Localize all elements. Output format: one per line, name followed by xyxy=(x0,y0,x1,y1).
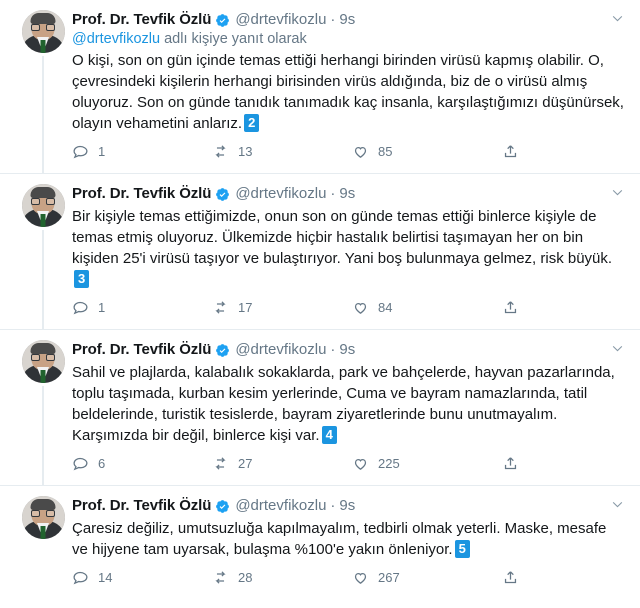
share-button[interactable] xyxy=(502,569,519,586)
thread-number-badge: 3 xyxy=(74,270,89,288)
avatar[interactable] xyxy=(22,496,65,539)
chevron-down-icon[interactable] xyxy=(611,342,626,358)
chevron-down-icon[interactable] xyxy=(611,12,626,28)
reply-icon xyxy=(72,569,89,586)
tweet-actions xyxy=(72,143,626,171)
verified-badge-icon xyxy=(215,187,230,202)
share-button[interactable] xyxy=(502,299,519,316)
author-name[interactable]: Prof. Dr. Tevfik Özlü xyxy=(72,185,212,202)
like-button[interactable] xyxy=(352,569,502,586)
thread-number-badge: 5 xyxy=(455,540,470,558)
tweet-header xyxy=(72,340,626,359)
avatar[interactable] xyxy=(22,184,65,227)
tweet-body xyxy=(72,340,626,485)
timestamp[interactable]: 9s xyxy=(339,185,356,202)
retweet-icon xyxy=(212,455,229,472)
tweet-left-column xyxy=(14,340,72,485)
share-icon xyxy=(502,455,519,472)
share-icon xyxy=(502,299,519,316)
tweet-actions xyxy=(72,455,626,483)
reply-button[interactable] xyxy=(72,569,212,586)
retweet-button[interactable] xyxy=(212,299,352,316)
author-handle[interactable]: @drtevfikozlu xyxy=(235,185,327,202)
tweet-text-content: Bir kişiyle temas ettiğimizde, onun son on günde temas ettiği binlerce kişiyle de temas etmiş oluyoruz. Ülkemizde hiçbir hastalık belirtisi taşımayan her on bin kişiden 25'i virüsü taşıyor ve bulaştırıyor. Yani boş bulunmaya gelmez, risk büyük. xyxy=(72,208,613,267)
like-count: 84 xyxy=(378,300,393,315)
tweet-header xyxy=(72,496,626,515)
thread-number-badge: 2 xyxy=(244,114,259,132)
reply-count: 6 xyxy=(98,456,106,471)
thread-connector-line xyxy=(42,386,44,486)
tweet-body xyxy=(72,184,626,329)
share-icon xyxy=(502,143,519,160)
tweet-item[interactable] xyxy=(0,0,640,174)
chevron-down-icon[interactable] xyxy=(611,186,626,202)
author-handle[interactable]: @drtevfikozlu xyxy=(235,11,327,28)
like-count: 85 xyxy=(378,144,393,159)
author-handle[interactable]: @drtevfikozlu xyxy=(235,341,327,358)
tweet-left-column xyxy=(14,10,72,173)
tweet-item[interactable] xyxy=(0,330,640,486)
tweet-actions xyxy=(72,299,626,327)
reply-context xyxy=(72,31,626,47)
heart-icon xyxy=(352,299,369,316)
verified-badge-icon xyxy=(215,499,230,514)
chevron-down-icon[interactable] xyxy=(611,498,626,514)
reply-icon xyxy=(72,455,89,472)
timestamp[interactable]: 9s xyxy=(339,341,356,358)
tweet-body xyxy=(72,496,626,599)
like-button[interactable] xyxy=(352,455,502,472)
tweet-header xyxy=(72,10,626,29)
author-name[interactable]: Prof. Dr. Tevfik Özlü xyxy=(72,11,212,28)
tweet-text xyxy=(72,206,626,290)
heart-icon xyxy=(352,143,369,160)
timestamp[interactable]: 9s xyxy=(339,11,356,28)
share-button[interactable] xyxy=(502,143,519,160)
reply-context-handle[interactable]: @drtevfikozlu xyxy=(72,31,161,47)
verified-badge-icon xyxy=(215,343,230,358)
heart-icon xyxy=(352,569,369,586)
tweet-text xyxy=(72,362,626,446)
retweet-count: 27 xyxy=(238,456,253,471)
separator-dot: · xyxy=(330,497,336,514)
reply-icon xyxy=(72,143,89,160)
reply-count: 14 xyxy=(98,570,113,585)
tweet-left-column xyxy=(14,184,72,329)
reply-button[interactable] xyxy=(72,299,212,316)
retweet-count: 28 xyxy=(238,570,253,585)
retweet-icon xyxy=(212,569,229,586)
separator-dot: · xyxy=(330,185,336,202)
retweet-count: 17 xyxy=(238,300,253,315)
avatar[interactable] xyxy=(22,340,65,383)
thread-connector-line xyxy=(42,230,44,330)
reply-count: 1 xyxy=(98,300,106,315)
separator-dot: · xyxy=(330,341,336,358)
tweet-left-column xyxy=(14,496,72,599)
reply-icon xyxy=(72,299,89,316)
verified-badge-icon xyxy=(215,13,230,28)
tweet-text-content: O kişi, son on gün içinde temas ettiği herhangi birinden virüsü kapmış olabilir. O, çevresindeki kişilerin herhangi birisinden virüs aldığında, biz de o virüsü almış oluyoruz. Son on günde tanıdık tanımadık kaç insanla, karşılaştığımızı düşünürsek, olayın vehametini anlarız. xyxy=(72,52,624,132)
author-name[interactable]: Prof. Dr. Tevfik Özlü xyxy=(72,497,212,514)
share-icon xyxy=(502,569,519,586)
avatar[interactable] xyxy=(22,10,65,53)
author-name[interactable]: Prof. Dr. Tevfik Özlü xyxy=(72,341,212,358)
tweet-actions xyxy=(72,569,626,597)
author-handle[interactable]: @drtevfikozlu xyxy=(235,497,327,514)
retweet-button[interactable] xyxy=(212,569,352,586)
like-button[interactable] xyxy=(352,143,502,160)
tweet-body xyxy=(72,10,626,173)
retweet-icon xyxy=(212,143,229,160)
tweet-text-content: Çaresiz değiliz, umutsuzluğa kapılmayalım, tedbirli olmak yeterli. Maske, mesafe ve hijyene tam uyarsak, bulaşma %100'e yakın önleniyor. xyxy=(72,520,607,558)
tweet-header xyxy=(72,184,626,203)
thread-connector-line xyxy=(42,56,44,174)
retweet-icon xyxy=(212,299,229,316)
reply-count: 1 xyxy=(98,144,106,159)
tweet-text xyxy=(72,518,626,560)
separator-dot: · xyxy=(330,11,336,28)
tweet-text-content: Sahil ve plajlarda, kalabalık sokaklarda, park ve bahçelerde, hayvan pazarlarında, toplu taşımada, kurban kesim yerlerinde, Cuma ve bayram namazlarında, tatil beldelerinde, turistik tesislerde, bayram ziyaretlerinde bunu unutmayalım. Karşımızda bir değil, binlerce kişi var. xyxy=(72,364,615,444)
reply-button[interactable] xyxy=(72,143,212,160)
tweet-item[interactable] xyxy=(0,486,640,599)
like-count: 267 xyxy=(378,570,400,585)
retweet-count: 13 xyxy=(238,144,253,159)
share-button[interactable] xyxy=(502,455,519,472)
like-count: 225 xyxy=(378,456,400,471)
reply-button[interactable] xyxy=(72,455,212,472)
timestamp[interactable]: 9s xyxy=(339,497,356,514)
like-button[interactable] xyxy=(352,299,502,316)
heart-icon xyxy=(352,455,369,472)
retweet-button[interactable] xyxy=(212,143,352,160)
tweet-text xyxy=(72,50,626,134)
reply-context-suffix: adlı kişiye yanıt olarak xyxy=(160,31,307,47)
tweet-item[interactable] xyxy=(0,174,640,330)
thread-number-badge: 4 xyxy=(322,426,337,444)
retweet-button[interactable] xyxy=(212,455,352,472)
